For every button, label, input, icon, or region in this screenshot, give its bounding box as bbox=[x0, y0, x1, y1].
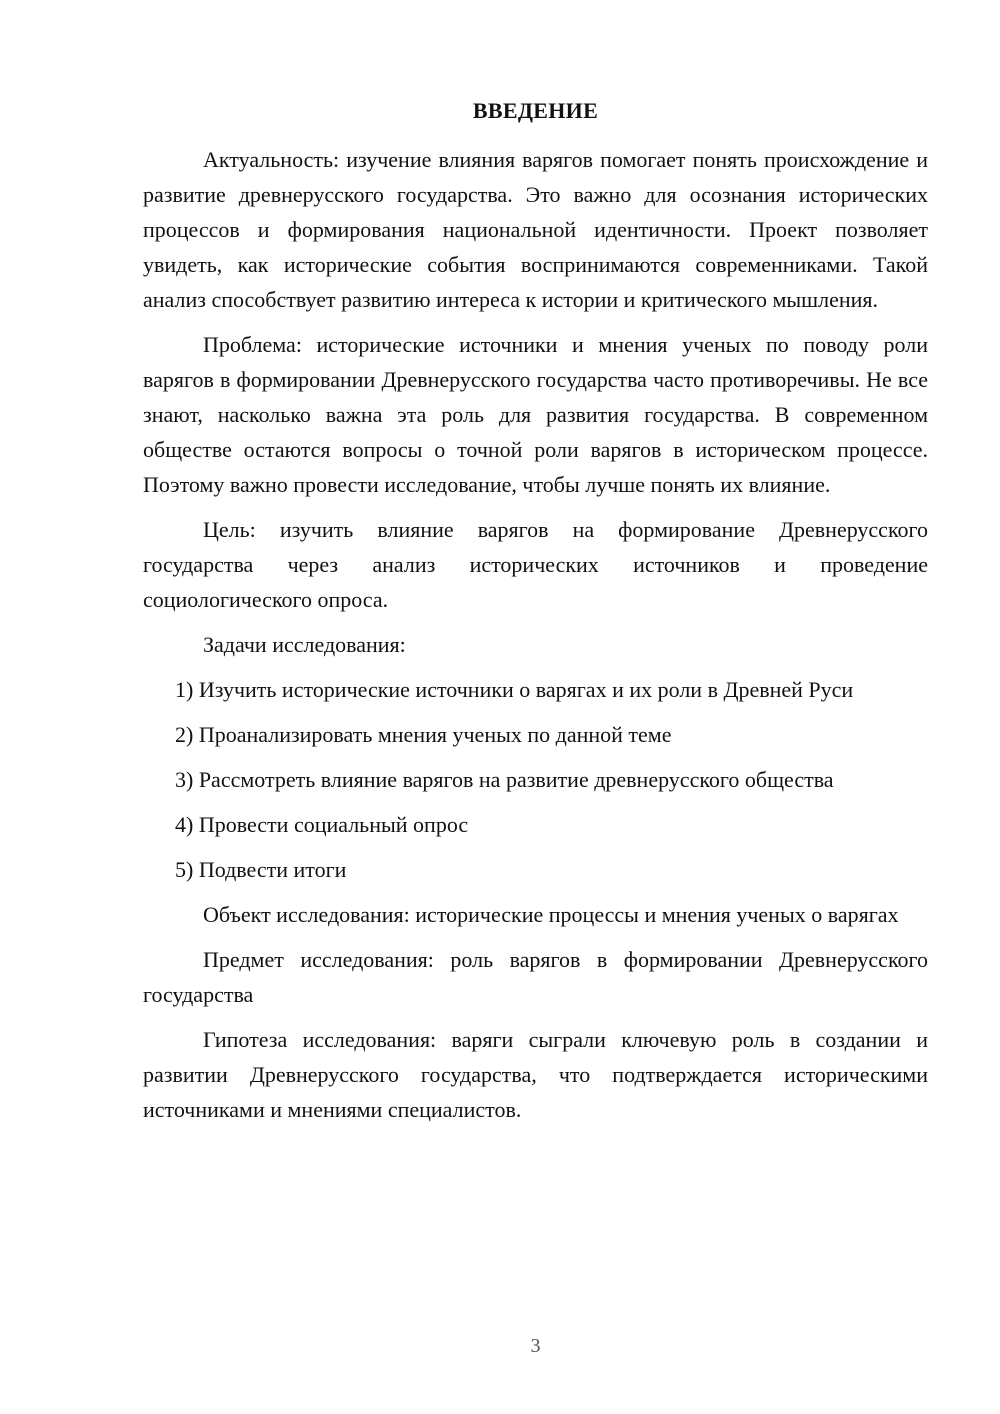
page-number: 3 bbox=[530, 1335, 541, 1357]
relevance-paragraph: Актуальность: изучение влияния варягов помогает понять происхождение и развитие древнерусского государства. Это важно для осознания исторических процессов и формирования национальной идентичности. Проект позволяет увидеть, как исторические события воспринимаются современниками. Такой анализ способствует развитию интереса к истории и критического мышления. bbox=[143, 147, 928, 312]
task-item-3: 3) Рассмотреть влияние варягов на развитие древнерусского общества bbox=[175, 767, 834, 792]
subject-paragraph: Предмет исследования: роль варягов в формировании Древнерусского государства bbox=[143, 947, 928, 1007]
page-title: ВВЕДЕНИЕ bbox=[472, 98, 599, 123]
document-body bbox=[143, 142, 928, 1137]
tasks-heading: Задачи исследования: bbox=[203, 632, 406, 657]
task-item-5: 5) Подвести итоги bbox=[175, 857, 347, 882]
problem-paragraph: Проблема: исторические источники и мнения ученых по поводу роли варягов в формировании Древнерусского государства часто противоречивы. Не все знают, насколько важна эта роль для развития государства. В современном обществе остаются вопросы о точной роли варягов в историческом процессе. Поэтому важно провести исследование, чтобы лучше понять их влияние. bbox=[143, 332, 928, 497]
document-page bbox=[143, 0, 928, 1414]
hypothesis-paragraph: Гипотеза исследования: варяги сыграли ключевую роль в создании и развитии Древнерусского государства, что подтверждается историческими источниками и мнениями специалистов. bbox=[143, 1027, 928, 1122]
object-paragraph: Объект исследования: исторические процессы и мнения ученых о варягах bbox=[203, 902, 899, 927]
task-item-2: 2) Проанализировать мнения ученых по данной теме bbox=[175, 722, 672, 747]
task-item-4: 4) Провести социальный опрос bbox=[175, 812, 469, 837]
goal-paragraph: Цель: изучить влияние варягов на формирование Древнерусского государства через анализ исторических источников и проведение социологического опроса. bbox=[143, 517, 928, 612]
task-item-1: 1) Изучить исторические источники о варягах и их роли в Древней Руси bbox=[175, 677, 854, 702]
